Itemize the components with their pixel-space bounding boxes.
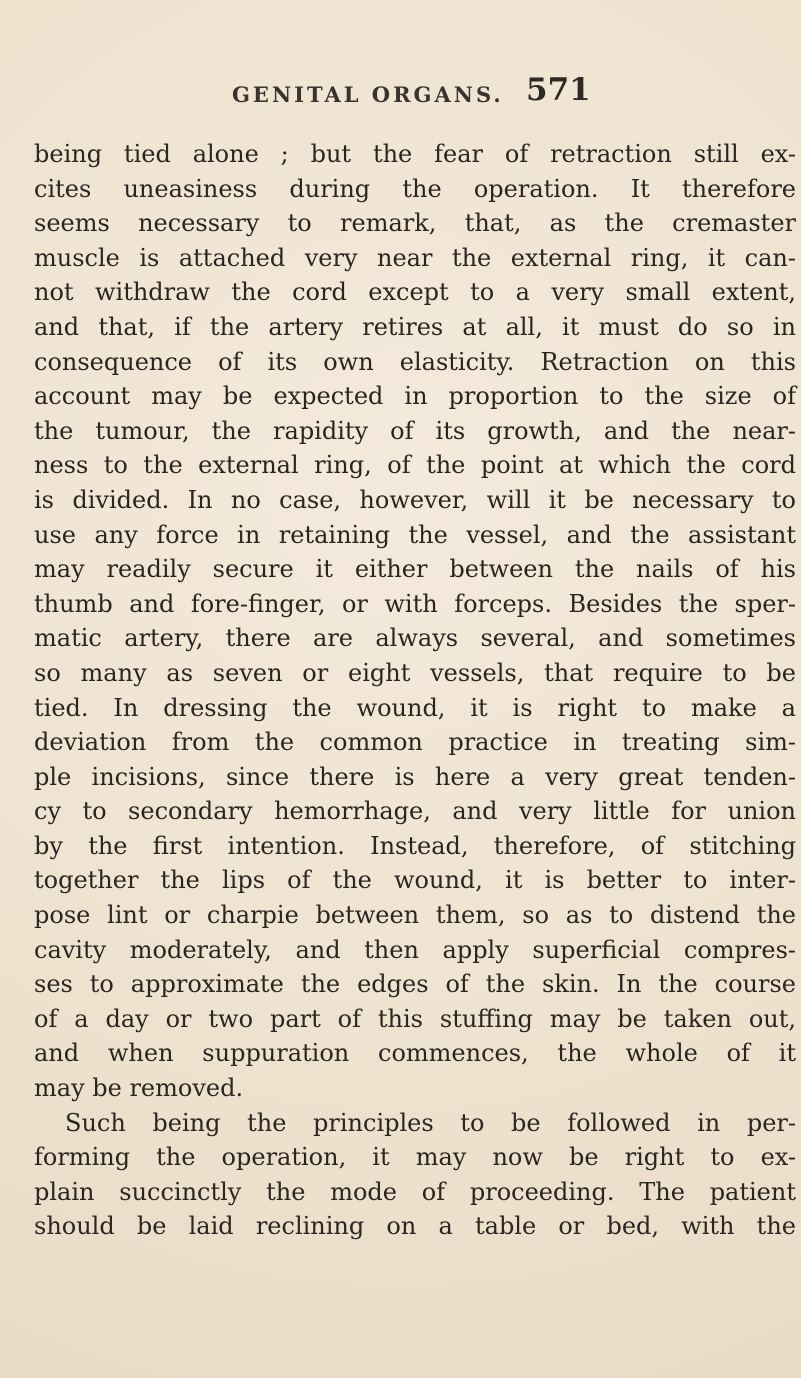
text-line-19: ple incisions, since there is here a very great tenden- bbox=[34, 762, 796, 791]
text-line-27: and when suppuration commences, the whole of it bbox=[34, 1039, 796, 1068]
text-line-5: not withdraw the cord except to a very small extent, bbox=[34, 278, 796, 307]
text-line-13: may readily secure it either between the nails of his bbox=[34, 555, 796, 584]
text-line-31: plain succinctly the mode of proceeding. The patient bbox=[34, 1177, 796, 1206]
text-line-2: cites uneasiness during the operation. It therefore bbox=[34, 174, 796, 203]
page-number: 571 bbox=[526, 72, 591, 108]
page-header bbox=[232, 72, 792, 112]
text-line-12: use any force in retaining the vessel, and the assistant bbox=[34, 520, 796, 549]
text-line-20: cy to secondary hemorrhage, and very little for union bbox=[34, 797, 796, 826]
text-line-32: should be laid reclining on a table or bed, with the bbox=[34, 1212, 796, 1241]
text-line-14: thumb and fore-finger, or with forceps. Besides the sper- bbox=[34, 589, 796, 618]
text-line-9: the tumour, the rapidity of its growth, and the near- bbox=[34, 416, 796, 445]
text-line-30: forming the operation, it may now be right to ex- bbox=[34, 1143, 796, 1172]
text-line-22: together the lips of the wound, it is better to inter- bbox=[34, 866, 796, 895]
text-line-3: seems necessary to remark, that, as the cremaster bbox=[34, 209, 796, 238]
text-line-11: is divided. In no case, however, will it be necessary to bbox=[34, 485, 796, 514]
text-line-15: matic artery, there are always several, and sometimes bbox=[34, 624, 796, 653]
text-line-24: cavity moderately, and then apply superficial compres- bbox=[34, 935, 796, 964]
text-line-28: may be removed. bbox=[34, 1074, 244, 1103]
text-line-23: pose lint or charpie between them, so as to distend the bbox=[34, 901, 796, 930]
text-line-25: ses to approximate the edges of the skin. In the course bbox=[34, 970, 796, 999]
text-line-7: consequence of its own elasticity. Retraction on this bbox=[34, 347, 796, 376]
running-head: GENITAL ORGANS. bbox=[232, 82, 504, 107]
text-line-16: so many as seven or eight vessels, that require to be bbox=[34, 658, 796, 687]
text-line-4: muscle is attached very near the external ring, it can- bbox=[34, 243, 796, 272]
text-line-6: and that, if the artery retires at all, it must do so in bbox=[34, 312, 796, 341]
text-line-10: ness to the external ring, of the point at which the cord bbox=[34, 451, 796, 480]
text-line-17: tied. In dressing the wound, it is right to make a bbox=[34, 693, 796, 722]
text-line-18: deviation from the common practice in treating sim- bbox=[34, 728, 796, 757]
text-line-8: account may be expected in proportion to the size of bbox=[34, 382, 796, 411]
text-line-21: by the first intention. Instead, therefore, of stitching bbox=[34, 831, 796, 860]
body-text bbox=[34, 137, 796, 1244]
text-line-26: of a day or two part of this stuffing may be taken out, bbox=[34, 1004, 796, 1033]
text-line-29: Such being the principles to be followed in per- bbox=[65, 1108, 796, 1137]
text-line-1: being tied alone ; but the fear of retraction still ex- bbox=[34, 140, 796, 168]
